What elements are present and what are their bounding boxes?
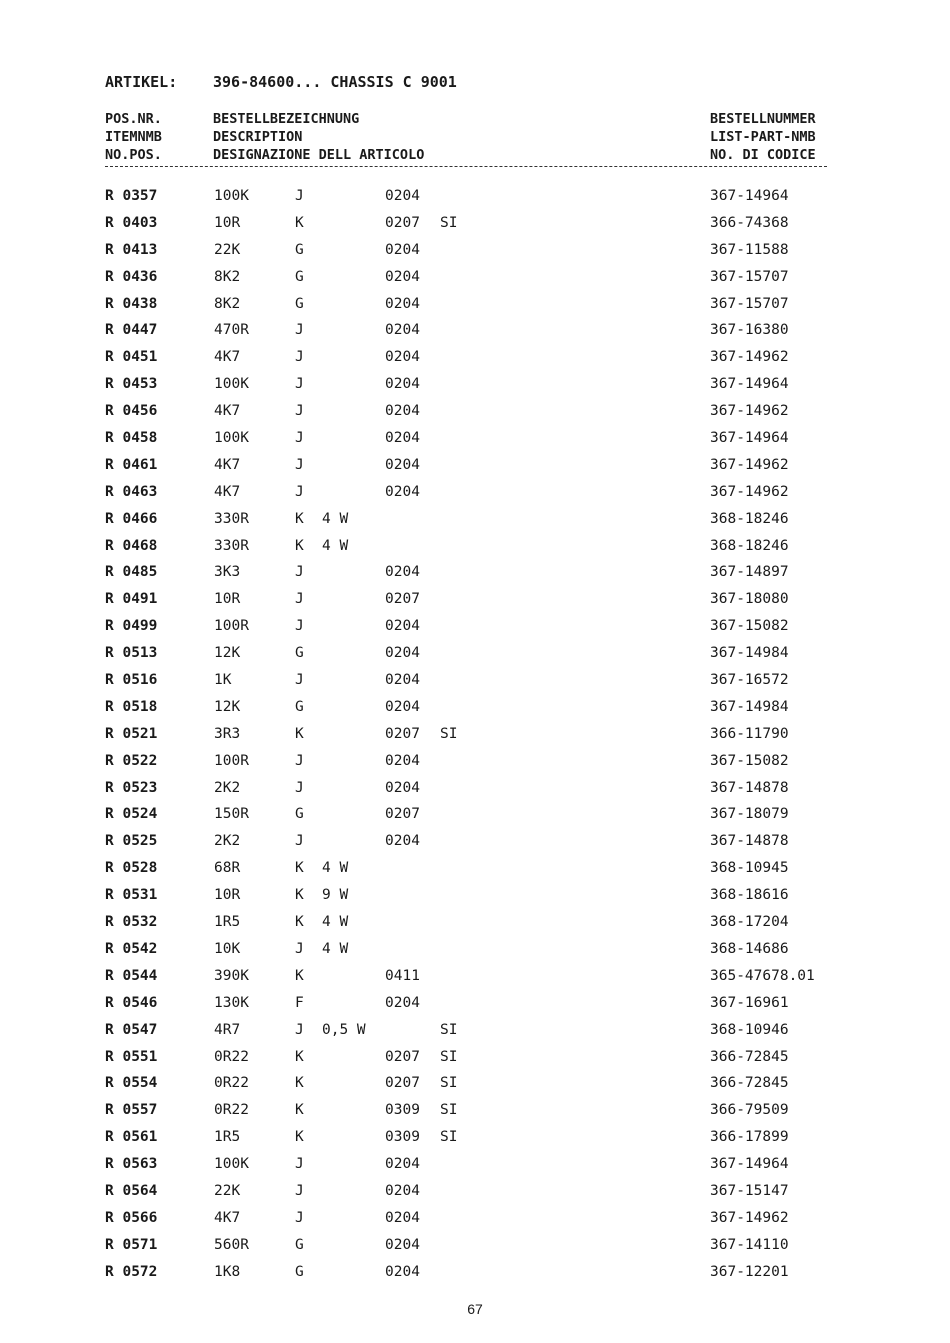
tolerance-code: G	[295, 268, 304, 285]
position-number: R 0468	[105, 537, 158, 554]
tolerance-code: J	[295, 376, 304, 393]
safety-mark: SI	[440, 725, 458, 742]
table-row	[0, 1264, 950, 1291]
part-number: 367-14964	[710, 430, 789, 447]
part-number: 368-14686	[710, 940, 789, 957]
resistance-value: 390K	[214, 967, 249, 984]
resistance-value: 0R22	[214, 1075, 249, 1092]
table-row	[0, 457, 950, 484]
part-number: 366-79509	[710, 1102, 789, 1119]
parts-list	[0, 188, 950, 1291]
position-number: R 0551	[105, 1048, 158, 1065]
safety-mark: SI	[440, 1102, 458, 1119]
tolerance-code: J	[295, 591, 304, 608]
tolerance-code: K	[295, 1102, 304, 1119]
header-description-column	[213, 110, 424, 164]
package-size: 0204	[385, 322, 420, 339]
safety-mark: SI	[440, 1021, 458, 1038]
resistance-value: 1K8	[214, 1263, 241, 1280]
header-line: NO.POS.	[105, 147, 162, 163]
table-row	[0, 430, 950, 457]
package-size: 0204	[385, 349, 420, 366]
resistance-value: 0R22	[214, 1048, 249, 1065]
header-line: POS.NR.	[105, 111, 162, 127]
tolerance-code: J	[295, 672, 304, 689]
position-number: R 0463	[105, 483, 158, 500]
table-row	[0, 914, 950, 941]
position-number: R 0513	[105, 645, 158, 662]
part-number: 368-10945	[710, 860, 789, 877]
tolerance-code: J	[295, 1182, 304, 1199]
part-number: 368-18246	[710, 510, 789, 527]
table-row	[0, 995, 950, 1022]
part-number: 367-14962	[710, 456, 789, 473]
package-size: 0204	[385, 188, 420, 204]
position-number: R 0542	[105, 940, 158, 957]
package-size: 0207	[385, 725, 420, 742]
part-number: 367-15707	[710, 295, 789, 312]
resistance-value: 10R	[214, 887, 241, 904]
position-number: R 0557	[105, 1102, 158, 1119]
part-number: 367-14962	[710, 483, 789, 500]
resistance-value: 4R7	[214, 1021, 241, 1038]
power-rating: 9 W	[322, 887, 349, 904]
tolerance-code: K	[295, 887, 304, 904]
resistance-value: 1K	[214, 672, 232, 689]
resistance-value: 330R	[214, 537, 249, 554]
table-row	[0, 1183, 950, 1210]
tolerance-code: J	[295, 1156, 304, 1173]
table-row	[0, 511, 950, 538]
header-line: DESIGNAZIONE DELL ARTICOLO	[213, 147, 425, 163]
position-number: R 0524	[105, 806, 158, 823]
table-row	[0, 860, 950, 887]
resistance-value: 2K2	[214, 833, 241, 850]
position-number: R 0485	[105, 564, 158, 581]
package-size: 0204	[385, 483, 420, 500]
table-row	[0, 1049, 950, 1076]
position-number: R 0447	[105, 322, 158, 339]
resistance-value: 330R	[214, 510, 249, 527]
resistance-value: 100R	[214, 618, 249, 635]
position-number: R 0563	[105, 1156, 158, 1173]
tolerance-code: J	[295, 1021, 304, 1038]
part-number: 367-14964	[710, 1156, 789, 1173]
tolerance-code: G	[295, 295, 304, 312]
package-size: 0204	[385, 241, 420, 258]
resistance-value: 10K	[214, 940, 241, 957]
tolerance-code: F	[295, 994, 304, 1011]
package-size: 0207	[385, 806, 420, 823]
resistance-value: 22K	[214, 1182, 241, 1199]
package-size: 0204	[385, 268, 420, 285]
part-number: 367-14964	[710, 188, 789, 204]
tolerance-code: K	[295, 860, 304, 877]
header-line: BESTELLNUMMER	[710, 111, 816, 127]
position-number: R 0466	[105, 510, 158, 527]
part-number: 367-14984	[710, 645, 789, 662]
package-size: 0204	[385, 994, 420, 1011]
header-line: DESCRIPTION	[213, 129, 303, 145]
package-size: 0204	[385, 779, 420, 796]
part-number: 368-17204	[710, 914, 789, 931]
tolerance-code: J	[295, 349, 304, 366]
table-row	[0, 1156, 950, 1183]
table-row	[0, 188, 950, 215]
part-number: 367-15082	[710, 618, 789, 635]
resistance-value: 10R	[214, 591, 241, 608]
tolerance-code: J	[295, 403, 304, 420]
tolerance-code: K	[295, 537, 304, 554]
part-number: 367-14962	[710, 1209, 789, 1226]
position-number: R 0522	[105, 752, 158, 769]
part-number: 366-72845	[710, 1048, 789, 1065]
package-size: 0204	[385, 1236, 420, 1253]
package-size: 0204	[385, 564, 420, 581]
package-size: 0204	[385, 403, 420, 420]
part-number: 367-16961	[710, 994, 789, 1011]
power-rating: 4 W	[322, 860, 349, 877]
power-rating: 4 W	[322, 914, 349, 931]
resistance-value: 0R22	[214, 1102, 249, 1119]
part-number: 367-15082	[710, 752, 789, 769]
part-number: 367-15147	[710, 1182, 789, 1199]
table-row	[0, 780, 950, 807]
package-size: 0204	[385, 752, 420, 769]
part-number: 366-72845	[710, 1075, 789, 1092]
part-number: 367-18080	[710, 591, 789, 608]
part-number: 367-11588	[710, 241, 789, 258]
resistance-value: 150R	[214, 806, 249, 823]
resistance-value: 12K	[214, 645, 241, 662]
tolerance-code: J	[295, 456, 304, 473]
package-size: 0204	[385, 672, 420, 689]
position-number: R 0516	[105, 672, 158, 689]
resistance-value: 100R	[214, 752, 249, 769]
resistance-value: 22K	[214, 241, 241, 258]
position-number: R 0456	[105, 403, 158, 420]
table-row	[0, 591, 950, 618]
article-value: 396-84600... CHASSIS C 9001	[213, 73, 457, 91]
part-number: 368-10946	[710, 1021, 789, 1038]
part-number: 367-14878	[710, 779, 789, 796]
part-number: 366-17899	[710, 1129, 789, 1146]
table-row	[0, 1075, 950, 1102]
package-size: 0204	[385, 1209, 420, 1226]
table-row	[0, 618, 950, 645]
safety-mark: SI	[440, 1129, 458, 1146]
position-number: R 0528	[105, 860, 158, 877]
header-part-number-column	[710, 110, 816, 164]
power-rating: 4 W	[322, 940, 349, 957]
resistance-value: 1R5	[214, 914, 241, 931]
tolerance-code: J	[295, 618, 304, 635]
safety-mark: SI	[440, 1075, 458, 1092]
table-row	[0, 403, 950, 430]
package-size: 0204	[385, 618, 420, 635]
resistance-value: 8K2	[214, 295, 241, 312]
package-size: 0204	[385, 833, 420, 850]
part-number: 367-14110	[710, 1236, 789, 1253]
tolerance-code: J	[295, 833, 304, 850]
part-number: 367-16380	[710, 322, 789, 339]
part-number: 366-11790	[710, 725, 789, 742]
package-size: 0204	[385, 1156, 420, 1173]
position-number: R 0564	[105, 1182, 158, 1199]
tolerance-code: J	[295, 430, 304, 447]
position-number: R 0521	[105, 725, 158, 742]
tolerance-code: G	[295, 806, 304, 823]
package-size: 0204	[385, 1263, 420, 1280]
position-number: R 0436	[105, 268, 158, 285]
header-divider	[105, 166, 827, 167]
power-rating: 4 W	[322, 510, 349, 527]
part-number: 367-14962	[710, 349, 789, 366]
table-row	[0, 1022, 950, 1049]
position-number: R 0518	[105, 698, 158, 715]
tolerance-code: G	[295, 698, 304, 715]
part-number: 365-47678.01	[710, 967, 815, 984]
resistance-value: 4K7	[214, 456, 241, 473]
table-row	[0, 1129, 950, 1156]
resistance-value: 1R5	[214, 1129, 241, 1146]
package-size: 0204	[385, 698, 420, 715]
part-number: 368-18616	[710, 887, 789, 904]
article-label: ARTIKEL:	[105, 73, 178, 91]
page-number: 67	[467, 1301, 483, 1317]
package-size: 0204	[385, 376, 420, 393]
resistance-value: 2K2	[214, 779, 241, 796]
header-line: BESTELLBEZEICHNUNG	[213, 111, 360, 127]
tolerance-code: K	[295, 725, 304, 742]
position-number: R 0554	[105, 1075, 158, 1092]
part-number: 367-14878	[710, 833, 789, 850]
header-line: LIST-PART-NMB	[710, 129, 816, 145]
resistance-value: 8K2	[214, 268, 241, 285]
position-number: R 0499	[105, 618, 158, 635]
part-number: 367-12201	[710, 1263, 789, 1280]
table-row	[0, 242, 950, 269]
package-size: 0207	[385, 214, 420, 231]
part-number: 367-16572	[710, 672, 789, 689]
position-number: R 0413	[105, 241, 158, 258]
resistance-value: 470R	[214, 322, 249, 339]
tolerance-code: J	[295, 564, 304, 581]
resistance-value: 130K	[214, 994, 249, 1011]
position-number: R 0523	[105, 779, 158, 796]
tolerance-code: J	[295, 940, 304, 957]
table-row	[0, 376, 950, 403]
package-size: 0204	[385, 645, 420, 662]
tolerance-code: J	[295, 752, 304, 769]
table-row	[0, 269, 950, 296]
resistance-value: 100K	[214, 376, 249, 393]
position-number: R 0357	[105, 188, 158, 204]
tolerance-code: G	[295, 1236, 304, 1253]
part-number: 367-14964	[710, 376, 789, 393]
tolerance-code: J	[295, 779, 304, 796]
table-row	[0, 941, 950, 968]
resistance-value: 68R	[214, 860, 241, 877]
tolerance-code: G	[295, 1263, 304, 1280]
package-size: 0207	[385, 591, 420, 608]
position-number: R 0566	[105, 1209, 158, 1226]
part-number: 367-18079	[710, 806, 789, 823]
safety-mark: SI	[440, 214, 458, 231]
table-row	[0, 672, 950, 699]
table-row	[0, 833, 950, 860]
resistance-value: 100K	[214, 188, 249, 204]
package-size: 0204	[385, 1182, 420, 1199]
resistance-value: 4K7	[214, 483, 241, 500]
tolerance-code: K	[295, 510, 304, 527]
tolerance-code: J	[295, 483, 304, 500]
tolerance-code: J	[295, 188, 304, 204]
position-number: R 0461	[105, 456, 158, 473]
table-row	[0, 349, 950, 376]
position-number: R 0453	[105, 376, 158, 393]
part-number: 367-14984	[710, 698, 789, 715]
package-size: 0309	[385, 1129, 420, 1146]
package-size: 0204	[385, 295, 420, 312]
package-size: 0309	[385, 1102, 420, 1119]
position-number: R 0531	[105, 887, 158, 904]
power-rating: 4 W	[322, 537, 349, 554]
tolerance-code: K	[295, 1129, 304, 1146]
table-row	[0, 726, 950, 753]
position-number: R 0561	[105, 1129, 158, 1146]
table-row	[0, 1102, 950, 1129]
safety-mark: SI	[440, 1048, 458, 1065]
header-line: NO. DI CODICE	[710, 147, 816, 163]
power-rating: 0,5 W	[322, 1021, 366, 1038]
header-line: ITEMNMB	[105, 129, 162, 145]
position-number: R 0572	[105, 1263, 158, 1280]
table-row	[0, 806, 950, 833]
table-row	[0, 968, 950, 995]
tolerance-code: K	[295, 1048, 304, 1065]
resistance-value: 10R	[214, 214, 241, 231]
resistance-value: 12K	[214, 698, 241, 715]
position-number: R 0546	[105, 994, 158, 1011]
resistance-value: 4K7	[214, 349, 241, 366]
table-row	[0, 699, 950, 726]
table-row	[0, 322, 950, 349]
resistance-value: 560R	[214, 1236, 249, 1253]
position-number: R 0451	[105, 349, 158, 366]
header-position-column	[105, 110, 162, 164]
table-row	[0, 645, 950, 672]
tolerance-code: G	[295, 241, 304, 258]
position-number: R 0547	[105, 1021, 158, 1038]
resistance-value: 100K	[214, 1156, 249, 1173]
position-number: R 0491	[105, 591, 158, 608]
part-number: 368-18246	[710, 537, 789, 554]
package-size: 0207	[385, 1048, 420, 1065]
resistance-value: 4K7	[214, 1209, 241, 1226]
table-row	[0, 538, 950, 565]
tolerance-code: J	[295, 1209, 304, 1226]
tolerance-code: K	[295, 1075, 304, 1092]
tolerance-code: J	[295, 322, 304, 339]
part-number: 367-15707	[710, 268, 789, 285]
package-size: 0411	[385, 967, 420, 984]
table-row	[0, 564, 950, 591]
table-row	[0, 753, 950, 780]
table-row	[0, 484, 950, 511]
tolerance-code: K	[295, 214, 304, 231]
resistance-value: 3R3	[214, 725, 241, 742]
table-row	[0, 1210, 950, 1237]
package-size: 0207	[385, 1075, 420, 1092]
position-number: R 0403	[105, 214, 158, 231]
package-size: 0204	[385, 456, 420, 473]
tolerance-code: G	[295, 645, 304, 662]
part-number: 366-74368	[710, 214, 789, 231]
position-number: R 0438	[105, 295, 158, 312]
part-number: 367-14962	[710, 403, 789, 420]
part-number: 367-14897	[710, 564, 789, 581]
position-number: R 0532	[105, 914, 158, 931]
package-size: 0204	[385, 430, 420, 447]
tolerance-code: K	[295, 914, 304, 931]
position-number: R 0571	[105, 1236, 158, 1253]
resistance-value: 4K7	[214, 403, 241, 420]
table-row	[0, 1237, 950, 1264]
tolerance-code: K	[295, 967, 304, 984]
resistance-value: 3K3	[214, 564, 241, 581]
table-row	[0, 215, 950, 242]
position-number: R 0544	[105, 967, 158, 984]
resistance-value: 100K	[214, 430, 249, 447]
position-number: R 0525	[105, 833, 158, 850]
position-number: R 0458	[105, 430, 158, 447]
table-row	[0, 296, 950, 323]
table-row	[0, 887, 950, 914]
